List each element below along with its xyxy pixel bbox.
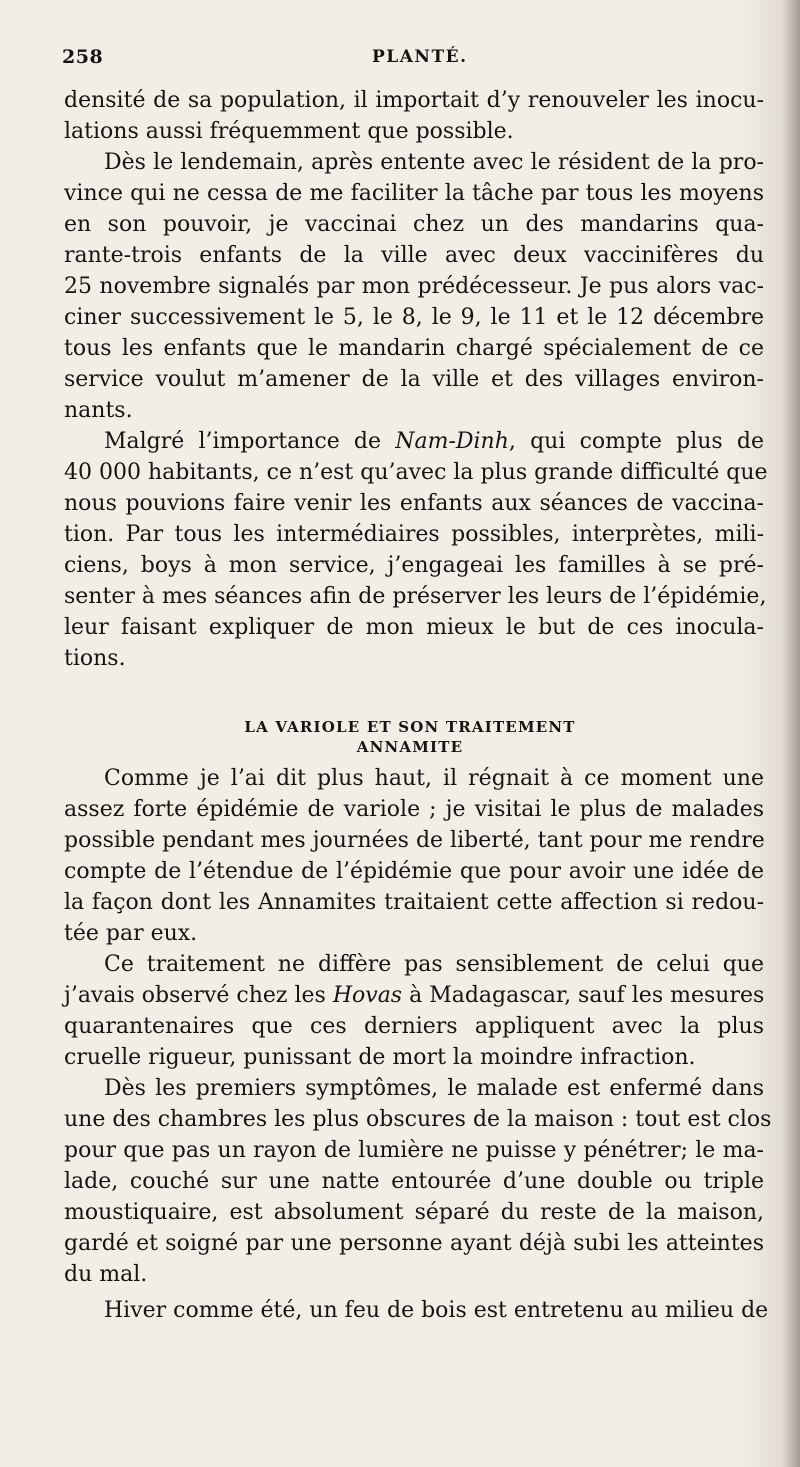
- text-line: senter à mes séances afin de préserver les leurs de l’épidémie,: [64, 584, 767, 609]
- section-heading: LA VARIOLE ET SON TRAITEMENT ANNAMITE: [244, 718, 576, 756]
- page-header: [62, 46, 762, 76]
- text-line: tous les enfants que le mandarin chargé spécialement de ce: [64, 336, 764, 361]
- text-line: gardé et soigné par une personne ayant déjà subi les atteintes: [64, 1231, 764, 1256]
- text-line: ciens, boys à mon service, j’engageai les familles à se pré-: [64, 553, 764, 578]
- text-line: vince qui ne cessa de me faciliter la tâche par tous les moyens: [64, 181, 764, 206]
- running-head: PLANTÉ.: [372, 47, 468, 67]
- text-line: densité de sa population, il importait d’y renouveler les inocu-: [64, 88, 764, 113]
- text-line: tée par eux.: [64, 921, 198, 946]
- text-line: Dès le lendemain, après entente avec le résident de la pro-: [104, 150, 764, 175]
- text-line: tions.: [64, 646, 126, 671]
- text-line: en son pouvoir, je vaccinai chez un des mandarins qua-: [64, 212, 764, 237]
- text-line: nants.: [64, 398, 133, 423]
- text-line: assez forte épidémie de variole ; je visitai le plus de malades: [64, 797, 764, 822]
- text-line: tion. Par tous les intermédiaires possibles, interprètes, mili-: [64, 522, 764, 547]
- text-line: du mal.: [64, 1262, 148, 1287]
- text-line: Malgré l’importance de Nam-Dinh, qui compte plus de: [104, 429, 764, 454]
- text-line: ciner successivement le 5, le 8, le 9, le 11 et le 12 décembre: [64, 305, 764, 330]
- text-line: nous pouvions faire venir les enfants aux séances de vaccina-: [64, 491, 764, 516]
- text-line: 25 novembre signalés par mon prédécesseur. Je pus alors vac-: [64, 274, 764, 299]
- text-line: Dès les premiers symptômes, le malade est enfermé dans: [104, 1076, 764, 1101]
- text-line: j’avais observé chez les Hovas à Madagascar, sauf les mesures: [64, 983, 765, 1008]
- text-line: Ce traitement ne diffère pas sensiblement de celui que: [104, 952, 764, 977]
- text-line: moustiquaire, est absolument séparé du reste de la maison,: [64, 1200, 764, 1225]
- text-line: possible pendant mes journées de liberté, tant pour me rendre: [64, 828, 765, 853]
- text-line: Comme je l’ai dit plus haut, il régnait à ce moment une: [104, 766, 764, 791]
- text-line: compte de l’étendue de l’épidémie que pour avoir une idée de: [64, 859, 764, 884]
- text-line: service voulut m’amener de la ville et des villages environ-: [64, 367, 764, 392]
- text-line: la façon dont les Annamites traitaient cette affection si redou-: [64, 890, 764, 915]
- text-line: rante-trois enfants de la ville avec deux vaccinifères du: [64, 243, 764, 268]
- text-line: lade, couché sur une natte entourée d’une double ou triple: [64, 1169, 764, 1194]
- text-line: cruelle rigueur, punissant de mort la moindre infraction.: [64, 1045, 696, 1070]
- page-edge-shadow: [782, 0, 800, 1467]
- page-number: 258: [62, 46, 104, 68]
- text-line: Hiver comme été, un feu de bois est entretenu au milieu de: [104, 1298, 769, 1323]
- text-line: 40 000 habitants, ce n’est qu’avec la plus grande difficulté que: [64, 460, 768, 485]
- text-line: pour que pas un rayon de lumière ne puisse y pénétrer; le ma-: [64, 1138, 764, 1163]
- text-line: une des chambres les plus obscures de la maison : tout est clos: [64, 1107, 772, 1132]
- text-line: lations aussi fréquemment que possible.: [64, 119, 514, 144]
- italic-name: Nam-Dinh: [395, 429, 509, 454]
- italic-name: Hovas: [332, 983, 403, 1008]
- text-line: quarantenaires que ces derniers appliquent avec la plus: [64, 1014, 764, 1039]
- text-line: leur faisant expliquer de mon mieux le but de ces inocula-: [64, 615, 764, 640]
